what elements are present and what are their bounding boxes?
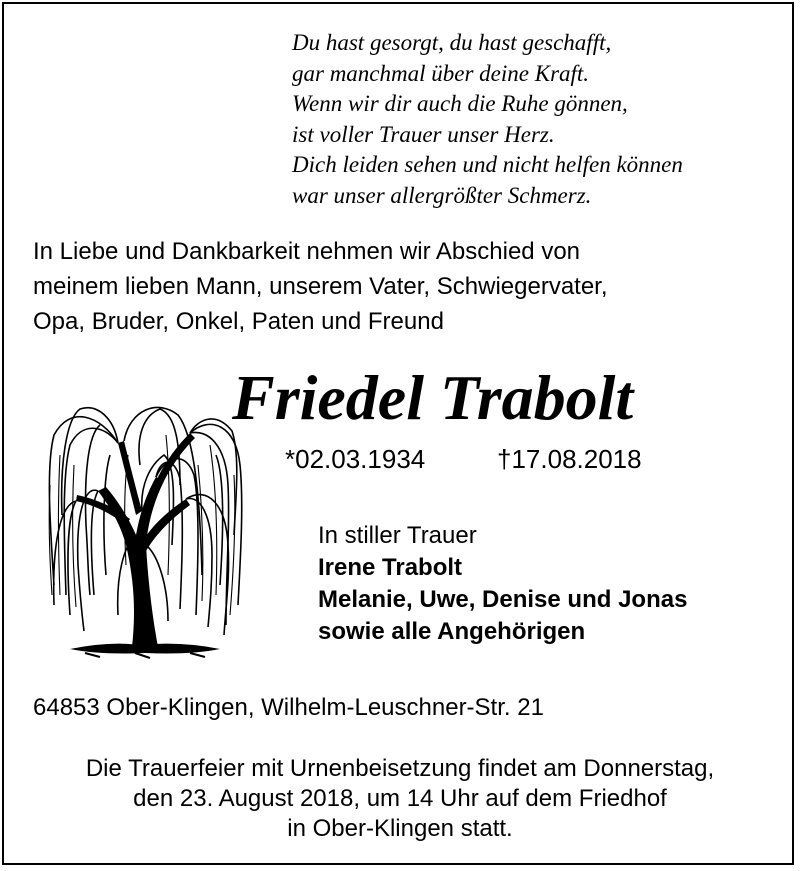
mourner-name: sowie alle Angehörigen [318, 618, 586, 645]
death-date: †17.08.2018 [497, 444, 642, 474]
mourners-heading: In stiller Trauer [318, 522, 477, 549]
address: 64853 Ober-Klingen, Wilhelm-Leuschner-Str. 21 [33, 694, 544, 721]
ceremony-line: den 23. August 2018, um 14 Uhr auf dem Friedhof [133, 785, 667, 812]
weeping-willow-icon [40, 395, 250, 665]
poem-line: gar manchmal über deine Kraft. [292, 60, 590, 86]
poem-line: Dich leiden sehen und nicht helfen können [292, 152, 683, 177]
birth-date: *02.03.1934 [285, 444, 426, 474]
intro-line: In Liebe und Dankbarkeit nehmen wir Abschied von [33, 238, 581, 265]
intro-line: Opa, Bruder, Onkel, Paten und Freund [33, 308, 444, 335]
deceased-name: Friedel Trabolt [232, 362, 634, 433]
mourner-name: Irene Trabolt [318, 554, 463, 581]
intro-text [33, 234, 773, 339]
ceremony-notice [10, 754, 790, 844]
poem-line: ist voller Trauer unser Herz. [292, 121, 555, 147]
intro-line: meinem lieben Mann, unserem Vater, Schwiegervater, [33, 273, 608, 300]
poem-line: Du hast gesorgt, du hast geschafft, [292, 30, 612, 55]
poem-line: war unser allergrößter Schmerz. [292, 182, 592, 208]
mourners-block [318, 520, 778, 648]
ceremony-line: in Ober-Klingen statt. [287, 815, 513, 842]
ceremony-line: Die Trauerfeier mit Urnenbeisetzung findet am Donnerstag, [85, 755, 715, 782]
poem-line: Wenn wir dir auch die Ruhe gönnen, [292, 91, 628, 116]
poem [292, 28, 772, 211]
mourner-name: Melanie, Uwe, Denise und Jonas [318, 586, 688, 613]
